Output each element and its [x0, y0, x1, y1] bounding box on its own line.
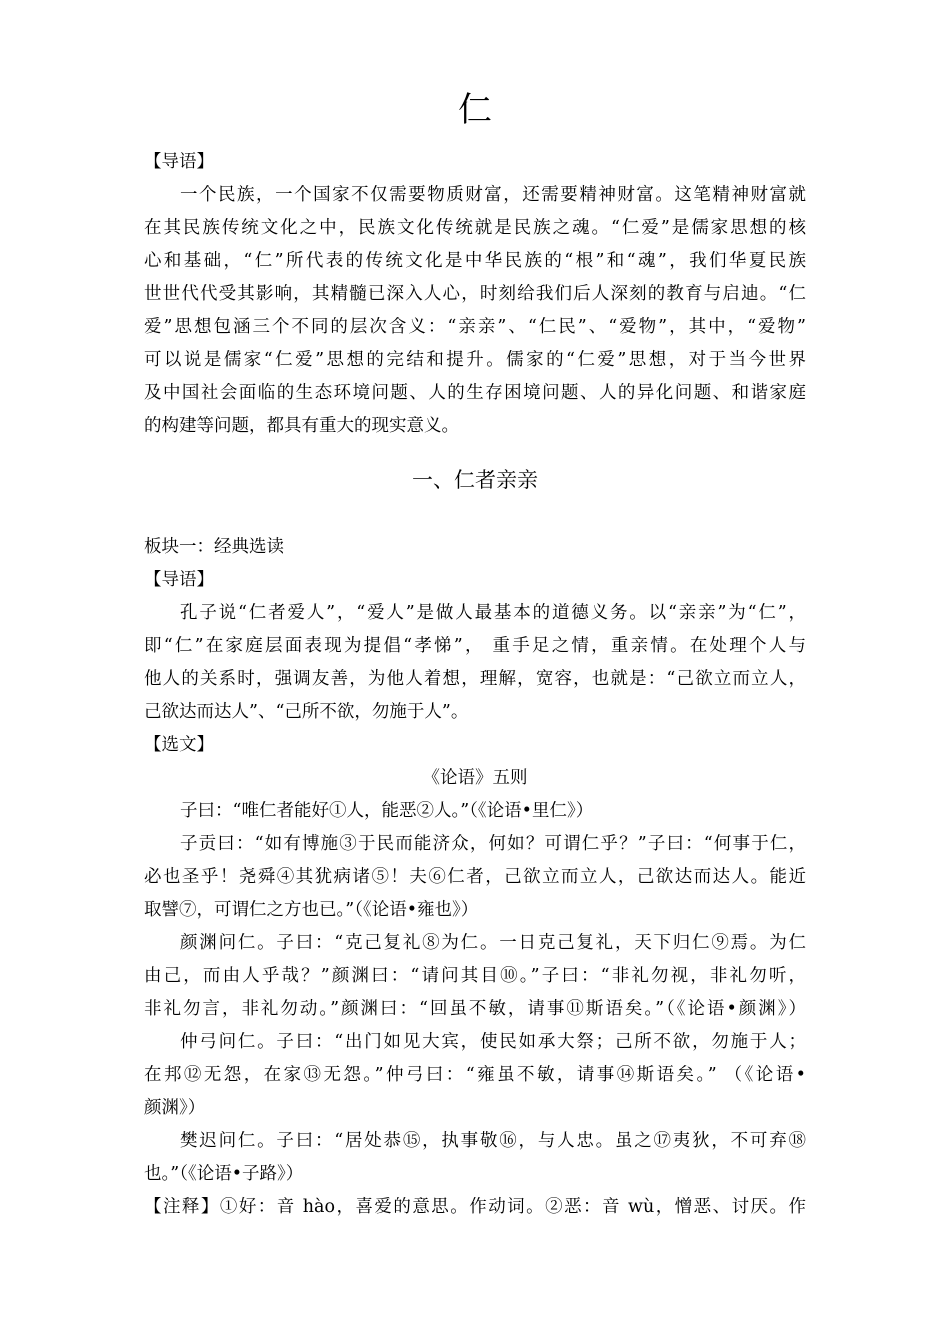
- intro-line: 爱”思想包涵三个不同的层次含义：“亲亲”、“仁民”、“爱物”，其中，“爱物”: [144, 317, 806, 337]
- passage-line: 取譬⑦，可谓仁之方也已。”（《论语•雍也》）: [144, 900, 479, 920]
- intro-line: 的构建等问题，都具有重大的现实意义。: [144, 416, 459, 436]
- passage-line: 樊迟问仁。子曰：“居处恭⑮，执事敬⑯，与人忠。虽之⑰夷狄，不可弃⑱: [180, 1131, 806, 1151]
- intro-line: 在其民族传统文化之中，民族文化传统就是民族之魂。“仁爱”是儒家思想的核: [144, 218, 806, 238]
- block-label: 板块一：经典选读: [144, 537, 284, 557]
- intro-line: 心和基础，“仁”所代表的传统文化是中华民族的“根”和“魂”，我们华夏民族: [144, 251, 806, 271]
- guide-line: 己欲达而达人”、“己所不欲，勿施于人”。: [144, 702, 469, 722]
- guide-line: 孔子说“仁者爱人”，“爱人”是做人最基本的道德义务。以“亲亲”为“仁”，: [180, 603, 806, 623]
- passage-line: 非礼勿言，非礼勿动。”颜渊曰：“回虽不敏，请事⑪斯语矣。”（《论语•颜渊》）: [144, 999, 806, 1019]
- notes-line: 【注释】①好：音 hào，喜爱的意思。作动词。②恶：音 wù，憎恶、讨厌。作: [144, 1197, 806, 1217]
- passage-line: 颜渊》）: [144, 1098, 206, 1118]
- intro-line: 可以说是儒家“仁爱”思想的完结和提升。儒家的“仁爱”思想，对于当今世界: [144, 350, 806, 370]
- selection-heading: 【选文】: [144, 735, 214, 755]
- passage-line: 由己，而由人乎哉？”颜渊曰：“请问其目⑩。”子曰：“非礼勿视，非礼勿听，: [144, 966, 806, 986]
- passage-line: 也。”（《论语•子路》）: [144, 1164, 304, 1184]
- passage-line: 必也圣乎！尧舜④其犹病诸⑤！夫⑥仁者，己欲立而立人，己欲达而达人。能近: [144, 867, 806, 887]
- guide-line: 他人的关系时，强调友善，为他人着想，理解，宽容，也就是：“己欲立而立人，: [144, 669, 806, 689]
- passage-line: 子曰：“唯仁者能好①人，能恶②人。”（《论语•里仁》）: [180, 801, 594, 821]
- passage-line: 颜渊问仁。子曰：“克己复礼⑧为仁。一日克己复礼，天下归仁⑨焉。为仁: [180, 933, 806, 953]
- intro-line: 及中国社会面临的生态环境问题、人的生存困境问题、人的异化问题、和谐家庭: [144, 383, 806, 403]
- section-title: 一、仁者亲亲: [412, 468, 538, 492]
- guide-line: 即“仁”在家庭层面表现为提倡“孝悌”， 重手足之情，重亲情。在处理个人与: [144, 636, 806, 656]
- intro-heading: 【导语】: [144, 152, 214, 172]
- block-one: [144, 531, 806, 1224]
- page-title: 仁: [458, 90, 492, 130]
- selection-title: 《论语》五则: [422, 768, 528, 788]
- intro-line: 一个民族，一个国家不仅需要物质财富，还需要精神财富。这笔精神财富就: [180, 185, 806, 205]
- intro-line: 世世代代受其影响，其精髓已深入人心，时刻给我们后人深刻的教育与启迪。“仁: [144, 284, 806, 304]
- passage-line: 仲弓问仁。子曰：“出门如见大宾，使民如承大祭；己所不欲，勿施于人；: [180, 1032, 806, 1052]
- intro-section: [144, 146, 806, 443]
- guide-heading: 【导语】: [144, 570, 214, 590]
- passage-line: 子贡曰：“如有博施③于民而能济众，何如？可谓仁乎？”子曰：“何事于仁，: [180, 834, 806, 854]
- passage-line: 在邦⑫无怨，在家⑬无怨。”仲弓曰：“雍虽不敏，请事⑭斯语矣。” （《论语•: [144, 1065, 806, 1085]
